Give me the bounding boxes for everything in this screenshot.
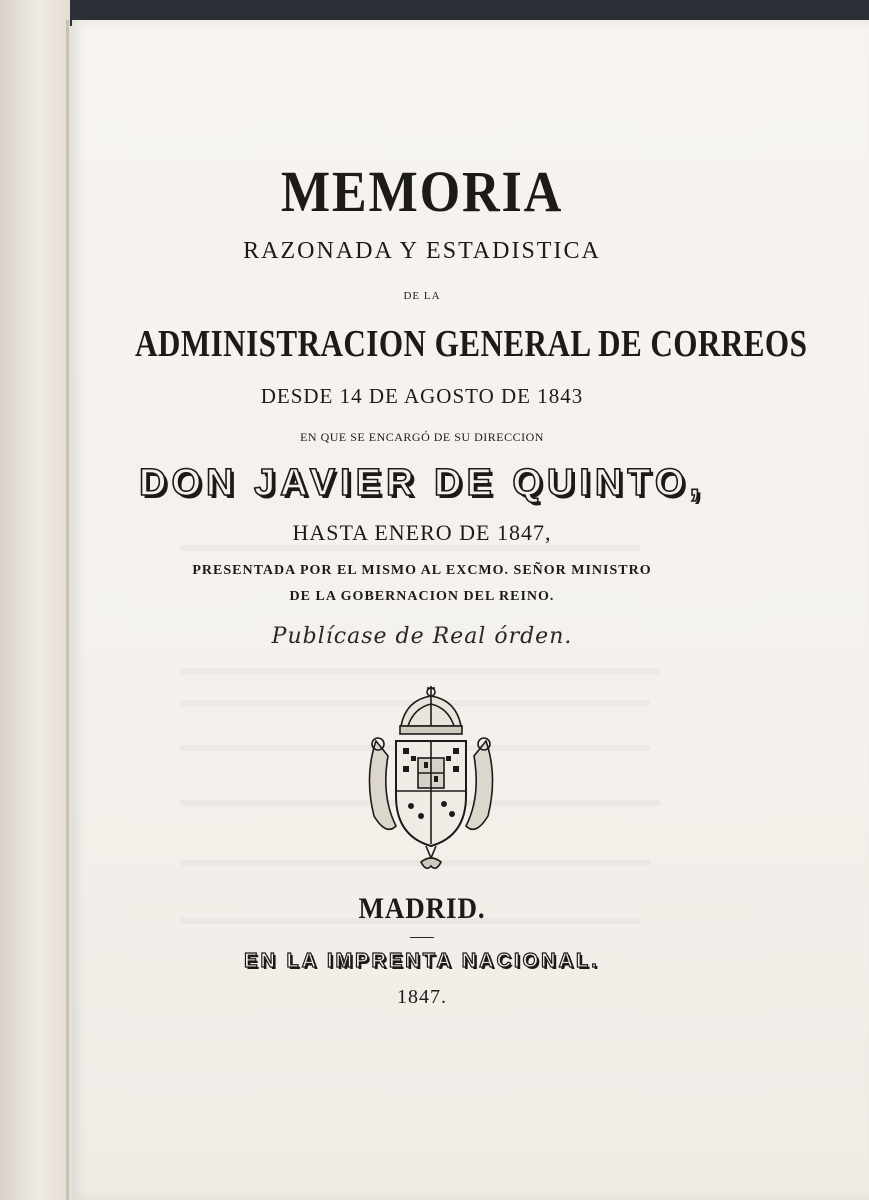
city-name: MADRID. — [358, 892, 486, 925]
royal-coat-of-arms-icon — [356, 686, 506, 876]
clause-text: EN QUE SE ENCARGÓ DE SU DIRECCION — [300, 430, 544, 444]
institution-heading: ADMINISTRACION GENERAL DE CORREOS — [135, 323, 808, 365]
printer-name: EN LA IMPRENTA NACIONAL. — [244, 950, 600, 972]
presented-line-1: PRESENTADA POR EL MISMO AL EXCMO. SEÑOR MINISTRO — [192, 563, 652, 578]
bleed-through-line — [180, 668, 660, 674]
book-spine-page — [0, 0, 70, 1200]
date-from: DESDE 14 DE AGOSTO DE 1843 — [260, 384, 584, 408]
date-to: HASTA ENERO DE 1847, — [292, 520, 552, 545]
publication-note: Publícase de Real órden. — [271, 624, 573, 649]
divider — [410, 937, 434, 938]
connector-text: DE LA — [403, 290, 441, 302]
subtitle: RAZONADA Y ESTADISTICA — [243, 238, 601, 264]
page-title: MEMORIA — [280, 159, 564, 224]
book-gutter — [66, 20, 69, 1200]
person-name: DON JAVIER DE QUINTO, — [139, 462, 705, 504]
publication-year: 1847. — [397, 986, 447, 1008]
presented-line-2: DE LA GOBERNACION DEL REINO. — [289, 589, 555, 604]
